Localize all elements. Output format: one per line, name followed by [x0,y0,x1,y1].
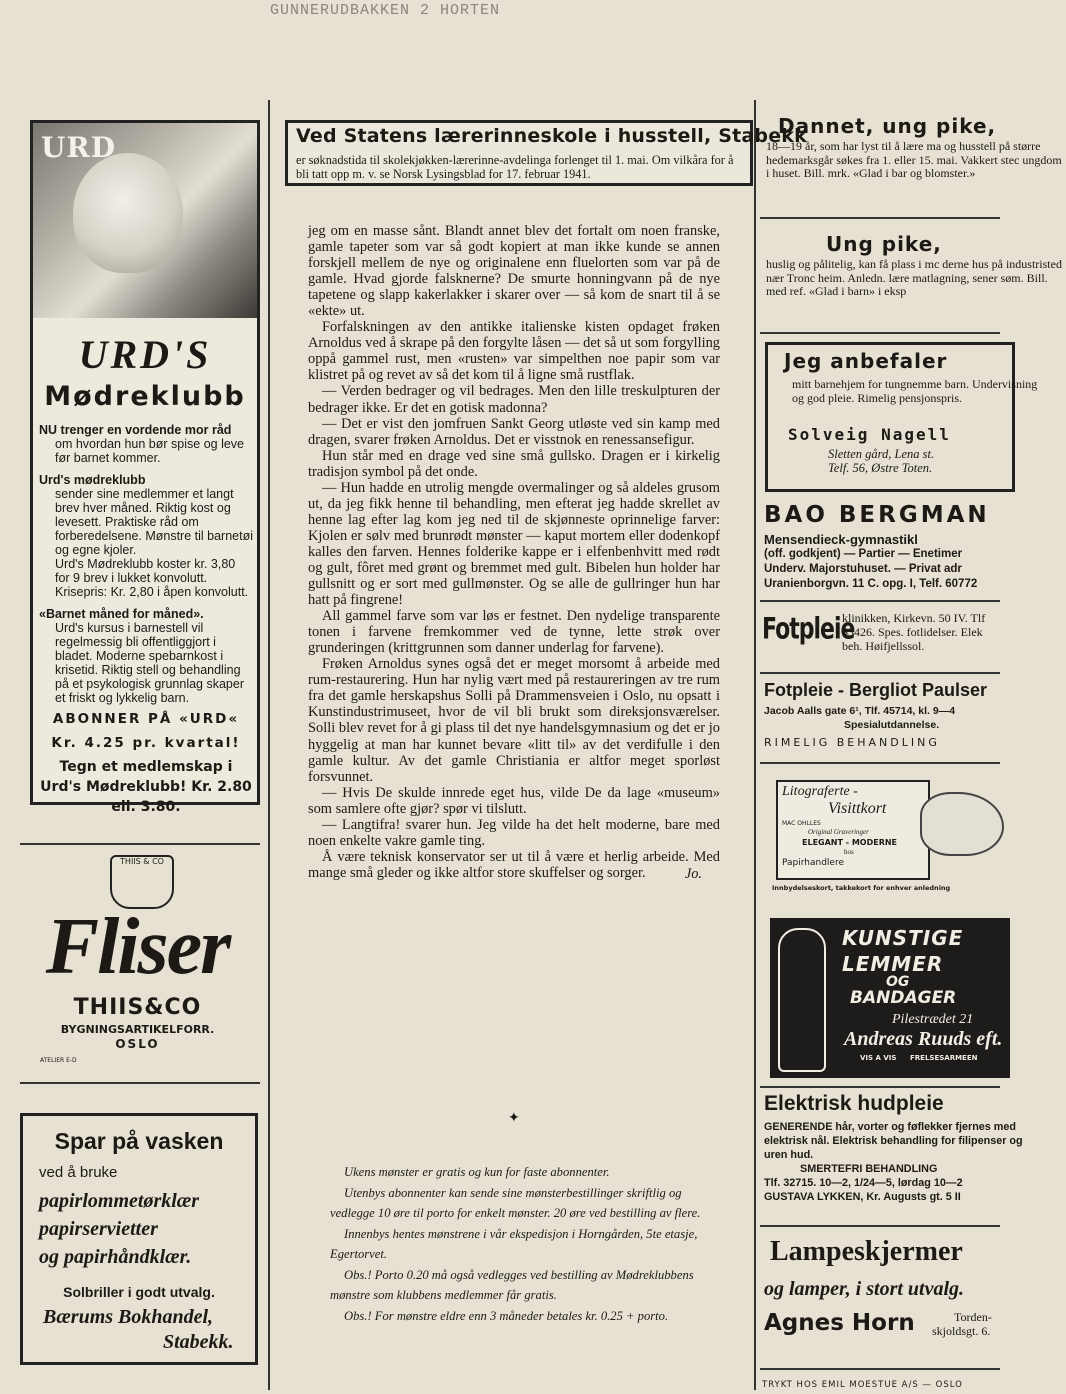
card-foot: Innbydelseskort, takkekort for enhver anledning [772,884,951,892]
hand-icon [920,792,1004,856]
right-divider-2 [760,332,1000,334]
ad-bao-line1: Mensendieck-gymnastikl [764,532,918,547]
card-line4: Original Graveringer [808,828,869,836]
card-line3: MAC OHLLES [782,820,821,827]
thiis-logo-text: THIIS & CO [120,857,164,866]
ad-anbefaler-body: mitt barnehjem for tungnemme barn. Undervisning og god pleie. Rimelig pensjonspris. [792,377,1038,405]
ad-bao-line4: Uranienborgvn. 11 C. opg. I, Telf. 60772 [764,578,978,590]
ad-bao-line2: (off. godkjent) — Partier — Enetimer [764,548,963,560]
urd-ad [30,120,260,815]
spar-sol: Solbriller i godt utvalg. [63,1284,215,1300]
ad-hudpleie [760,1092,1023,1227]
urd-subscribe-line1: ABONNER PÅ «URD« [52,711,240,727]
urd-p2-crisis: Krisepris: Kr. 2,80 i åpen konvolutt. [55,585,249,599]
ad-bergliot-line1: Jacob Aalls gate 6¹, Tlf. 45714, kl. 9—4 [764,705,956,717]
urd-p2-rest: sender sine medlemmer et langt brev hver måned. Riktig kost og levesett. Praktiske råd om forberedelsene. Mønstre til barnetøi og egne kjoler. [55,487,254,557]
spar-item-1: papirlommetørklær [39,1190,200,1212]
urd-subscribe-line2: Kr. 4.25 pr. kvartal! [51,735,241,751]
note-line: Ukens mønster er gratis og kun for faste abonnenter. [344,1165,610,1179]
kunst-og: OG [886,974,910,990]
column-rule-right [754,100,756,1390]
fliser-ad [40,855,235,1070]
ornament-icon: ✦ [508,1111,520,1126]
ad-bergliot-title: Fotpleie - Bergliot Paulser [764,680,988,700]
urd-title: URD'S [78,332,212,377]
ad-dannet-title: Dannet, ung pike, [778,114,997,138]
ad-bergliot-line2: Spesialutdannelse. [844,719,940,731]
right-divider-8 [760,1368,1000,1370]
lampe-addr1: Torden- [954,1310,992,1324]
pattern-notes [330,1162,722,1326]
hud-line4: GUSTAVA LYKKEN, Kr. Augusts gt. 5 II [764,1191,961,1203]
fliser-atelier: ATELIER E-D [40,1057,77,1064]
urd-subscribe-line3: Tegn et medlemskap i Urd's Mødreklubb! Kr. 2.80 ell. 3.80. [40,759,252,815]
header-stamp: GUNNERUDBAKKEN 2 HORTEN [270,2,501,19]
urd-p2-lead: Urd's mødreklubb [39,473,146,487]
article-paragraph: Hun står med en drage ved sine små gullsko. Dragen er i kirkelig tradisjon symbol på det onde. [308,447,720,480]
visittkort-card [776,780,930,880]
right-divider-3 [760,600,1000,602]
ad-anbefaler-title: Jeg anbefaler [784,349,948,373]
article-paragraph: Å være teknisk konservator ser ut til å være et herlig arbeide. Med mange små gleder og ikke altfor store skuffelser og sorger. [308,848,720,881]
lampe-sub: og lamper, i stort utvalg. [764,1278,965,1300]
column-rule-left [268,100,270,1390]
ad-dannet-body: 18—19 år, som har lyst til å lære ma og husstell på større hedemarksgår søkes fra 1. eller 15. mai. Vakkert stec ungdom i huset. Bill. mrk. «Glad i bar og blomster.» [766,139,1062,180]
right-divider-1 [760,217,1000,219]
right-divider-6 [760,1086,1000,1088]
baby-image [73,153,183,273]
card-line6: Papirhandlere [782,858,845,868]
card-line1: Litograferte - [782,784,858,799]
headline-box [285,120,807,186]
kunst-title3: BANDAGER [850,988,957,1008]
kunst-addr: Pilestrædet 21 [892,1012,974,1027]
ad-anbefaler-addr2: Telf. 56, Østre Toten. [828,461,933,475]
spar-item-3: og papirhåndklær. [39,1246,192,1268]
thiis-logo-icon [110,855,174,909]
headline-title: Ved Statens lærerinneskole i husstell, Stabekk [296,125,807,147]
fotpleie-line2: 63426. Spes. fotlidelser. Elek [842,625,983,639]
spar-item-2: papirservietter [39,1218,158,1240]
urd-p3-rest: Urd's kursus i barnestell vil regelmessig bli offentliggjort i bladet. Moderne spebarnkost i krisetid. Riktig stell og behandling på et psykologisk grunnlag skaper et friskt og lykkelig barn. [55,621,245,705]
ad-anbefaler [765,342,1038,492]
ad-dannet-pike [760,110,1062,210]
ad-lampeskjermer [760,1230,1010,1360]
ad-anbefaler-addr1: Sletten gård, Lena st. [828,447,935,461]
right-divider-5 [760,762,1000,764]
ad-bergliot-line3: RIMELIG BEHANDLING [764,736,940,749]
right-divider-4 [760,672,1000,674]
hud-title: Elektrisk hudpleie [764,1092,944,1115]
spar-ad [20,1113,258,1365]
card-line5: ELEGANT - MODERNE [802,838,898,847]
ad-ung-pike-title: Ung pike, [826,232,942,256]
fotpleie-line1: klinikken, Kirkevn. 50 IV. Tlf [842,611,986,625]
article-paragraph: — Hun hadde en utrolig mengde overmalinger og så aldeles grusom ut, da jeg fikk henne til behandling, men efterat jeg hadde skrellet av henne lag efter lag kom jeg ned til de skjønneste oprinnelige farver: Kjolen er sølv med brunrødt mønster — kaput mortem eller dodenkopf kalles den farven. Hennes folderike kappe er i elfenbenhvitt med rødt og gult, fôret med grønt og bremmet med gult. Bibelen hun holder har gullsnitt og er sort med gullmønster. Og se alle de gullringer hun har hatt på fingrene! [308,479,720,609]
ad-ung-pike [760,230,1062,330]
fliser-company: THIIS&CO [73,995,202,1020]
ad-ung-pike-body: huslig og pålitelig, kan få plass i mc derne hus på industristed nær Tronc heim. Anledn. lære matlagning, sener søm. Bill. med ref. «Glad i barn» i eksp [766,257,1062,298]
article-paragraph: — Verden bedrager og vil bedrages. Men den lille treskulpturen der bedrager ikke. Er det en gotisk madonna? [308,383,720,416]
baby-photo [33,123,257,318]
urd-p2-price: Urd's Mødreklubb koster kr. 3,80 for 9 brev i lukket konvolutt. [55,557,236,585]
lampe-name: Agnes Horn [764,1310,915,1336]
urd-p3-lead: «Barnet måned for måned». [39,607,204,621]
fotpleie-logo: Fotpleie [762,612,855,647]
article [308,223,720,882]
ad-bergliot [760,680,1010,760]
left-divider-1 [20,843,260,845]
kunst-frelsesarmeen: FRELSESARMEEN [910,1054,978,1062]
spar-shop-2: Stabekk. [163,1331,234,1353]
article-paragraph: — Langtifra! svarer hun. Jeg vilde ha det helt moderne, bare med noen enkelte vakre gamle ting. [308,816,720,849]
card-line5b: hos [844,848,854,856]
kunst-name: Andreas Ruuds eft. [844,1028,1003,1050]
fliser-line: BYGNINGSARTIKELFORR. [60,1023,215,1036]
fotpleie-line3: beh. Høifjellssol. [842,639,925,653]
ad-visittkort [760,772,1010,907]
spar-sub: ved å bruke [39,1164,118,1181]
ad-anbefaler-name: Solveig Nagell [788,425,951,444]
right-divider-7 [760,1225,1000,1227]
note-line: Obs.! Porto 0.20 må også vedlegges ved bestilling av Mødreklubbens mønstre som klubbens medlemmer får gratis. [330,1267,694,1302]
article-signature: Jo. [684,865,702,882]
headline-sub: er søknadstida til skolekjøkken-lærerinne-avdelinga forlenget til 1. mai. Om vilkåra for å bli tatt opp m. v. se Norsk Lysingsblad for 17. februar 1941. [296,153,734,181]
article-paragraph: All gammel farve som var løs er festnet. Den nydelige transparente tonen i farvene fremkommer ved de tynne, lette strøk over grunderingen (krittgrunnen som danner underlag for farvene). [308,608,720,657]
card-line2: Visittkort [828,800,887,817]
urd-body [39,423,253,817]
ad-bao-title: BAO BERGMAN [764,502,990,528]
printer-line: TRYKT HOS EMIL MOESTUE A/S — OSLO [762,1380,963,1390]
kunst-title2: LEMMER [842,952,944,976]
ad-bao-bergman [760,502,1010,597]
urd-photo-logo: URD [41,131,116,164]
urd-p1-lead: NU trenger en vordende mor råd [39,423,232,437]
lampe-title: Lampeskjermer [770,1236,963,1267]
prosthetic-legs-icon [778,928,826,1072]
article-paragraph: jeg om en masse sånt. Blandt annet blev det fortalt om noen franske, gamle tapeter som var så godt kopiert at man ikke kunde se annen forskjell mellem de nye og originalene enn fluelorten som var på de gamle. Hvad gjorde falsknerne? De smurte honningvann på de nye tapetene og slapp kakerlakker i skarer over — så kom de snart til å se «ekte» ut. [308,223,720,320]
note-line: Obs.! For mønstre eldre enn 3 måneder betales kr. 0.25 + porto. [344,1308,669,1323]
article-paragraph: Frøken Arnoldus synes også det er meget morsomt å arbeide med rum-restaurering. Hun har nylig vært med på restaureringen av tre rum fra det gamle herskapshus Solli på Drammensveien i Oslo, nu opsatt i Kunstindustrimuseet, hvor de vil bli brukt som direksjonsværelser. Solli blev revet for å gi plass til det nye handelsgymnasium og det er jo hyggelig at man har kunnet bevare «litt til» av det verdifulle i den gamle kultur. Av det gamle Christiania er altfor meget sporløst forsvunnet. [308,656,720,785]
fliser-word: Fliser [45,903,230,991]
note-line: Utenbys abonnenter kan sende sine mønsterbestillinger skriftlig og vedlegge 10 øre til porto for enkelt mønster. 20 øre ved bestilling av flere. [330,1185,701,1220]
ad-kunstige-lemmer [770,918,1010,1078]
kunst-title1: KUNSTIGE [842,926,964,950]
note-line: Innenbys hentes mønstrene i vår ekspedisjon i Horngården, 5te etasje, Egertorvet. [330,1226,698,1261]
hud-line2: SMERTEFRI BEHANDLING [800,1163,938,1175]
spar-title: Spar på vasken [54,1128,224,1154]
hud-body: GENERENDE hår, vorter og føflekker fjernes med elektrisk nål. Elektrisk behandling for filipenser og uren hud. [764,1121,1023,1161]
lampe-addr2: skjoldsgt. 6. [932,1324,991,1338]
spar-shop-1: Bærums Bokhandel, [43,1306,214,1328]
hud-line3: Tlf. 32715. 10—2, 1/24—5, lørdag 10—2 [764,1177,963,1189]
article-paragraph: — Hvis De skulde innrede eget hus, vilde De da lage «museum» som samlere ofte gjør? spør vi tilslutt. [308,784,720,817]
kunst-vis: VIS A VIS [860,1054,897,1062]
urd-subtitle: Mødreklubb [44,381,246,412]
ad-bao-line3: Underv. Majorstuhuset. — Privat adr [764,563,962,575]
article-paragraph: — Det er vist den jomfruen Sankt Georg utløste ved sin kamp med dragen, svarer frøken Arnoldus. Det er visstnok en renessansefigur. [308,415,720,448]
ad-fotpleie-klinikk [760,605,1010,665]
article-paragraph: Forfalskningen av den antikke italienske kisten opdaget frøken Arnoldus ved å skrape på den forgylte låsen — det så ut som forgylling oppå gammel rust, men «rusten» var simpelthen noe papir som var klistret på og revet av så det kom til å ligne små rustflak. [308,319,720,384]
urd-p1-rest: om hvordan hun bør spise og leve før barnet kommer. [55,437,244,465]
fliser-city: OSLO [115,1037,160,1051]
left-divider-2 [20,1082,260,1084]
